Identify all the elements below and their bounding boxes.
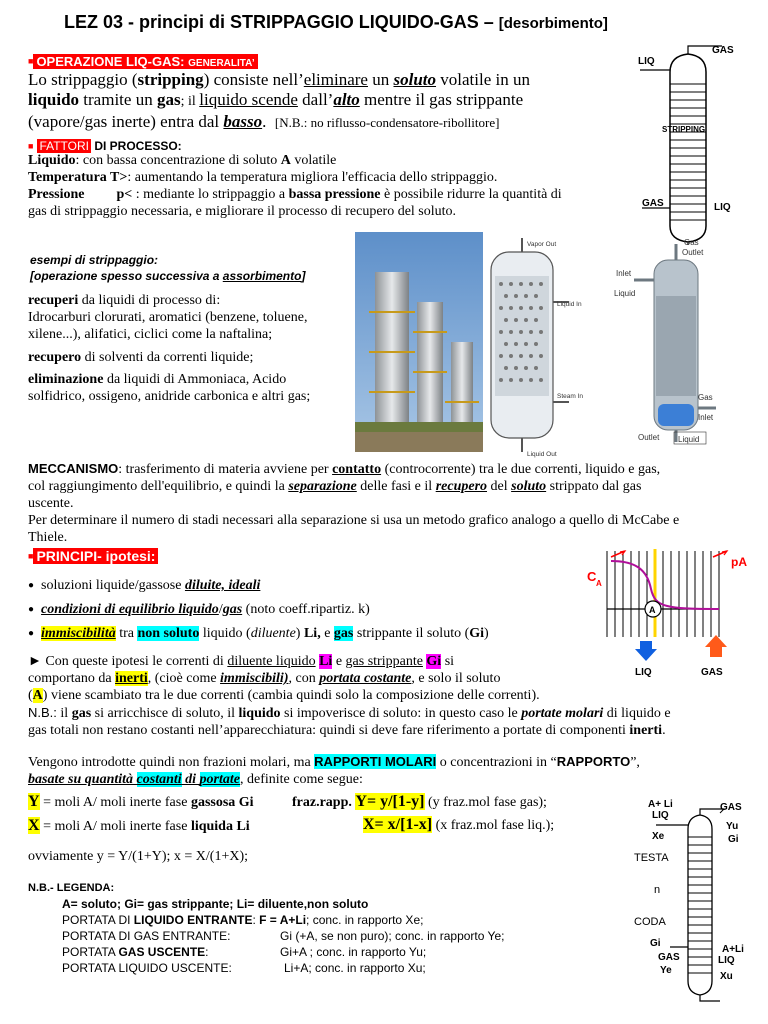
fig4-a-label: A <box>649 605 656 615</box>
fig5-yu: Yu <box>726 821 739 832</box>
fig5-ali-bottom: A+Li <box>722 944 744 955</box>
fig3-liquid-out: Liquid <box>678 435 700 444</box>
rapporti-ovviamente: ovviamente y = Y/(1+Y); x = X/(1+X); <box>28 849 249 864</box>
fig3-outlet: Outlet <box>638 433 660 442</box>
fig3-gas-inlet: Gas <box>698 393 713 402</box>
esempi-section: esempi di strippaggio: [operazione spesso successiva a assorbimento] <box>30 252 350 284</box>
column-flows-diagram <box>620 795 765 1020</box>
fig4-liq-label: LIQ <box>635 667 652 678</box>
section-principi: ■ PRINCIPI- ipotesi: <box>28 548 158 566</box>
fig5-xe: Xe <box>652 831 665 842</box>
legenda: N.B.- LEGENDA: A= soluto; Gi= gas strippante; Li= diluente,non soluto PORTATA DI LIQUIDO ENTRANTE: F = A+Li; conc. in rapporto Xe; PORTATA DI GAS ENTRANTE: Gi (+A, se non puro); conc. in rapporto Ye; PORTATA GAS USCENTE: Gi+A ; conc. in rapporto Yu; PORTATA LIQUIDO USCENTE: Li+A; conc. in rapporto Xu; <box>28 882 505 975</box>
section-generalita: ■ OPERAZIONE LIQ-GAS: GENERALITA’ <box>28 53 258 71</box>
fig5-n: n <box>654 884 661 896</box>
page-title <box>64 12 608 33</box>
svg-text:Gi: Gi <box>728 834 739 845</box>
fattori-heading: ■ FATTORI DI PROCESSO: <box>28 139 182 153</box>
svg-text:Inlet: Inlet <box>698 413 714 422</box>
stripper-vessel-diagram <box>612 236 732 448</box>
fig4-ca-label: C <box>587 569 597 584</box>
svg-text:Gi: Gi <box>650 938 661 949</box>
fig5-ali-top: A+ Li <box>648 799 673 810</box>
svg-text:GAS: GAS <box>720 802 742 813</box>
fig3-liquid: Liquid <box>614 289 636 298</box>
fig5-coda: CODA <box>634 916 666 928</box>
stripper-plant-photo <box>355 232 483 452</box>
intro-paragraph: Lo strippaggio (stripping) consiste nell’eliminare un soluto volatile in un liquido tramite un gas; il liquido scende dall’alto mentre il gas strippante (vapore/gas inerte) entra dal basso. [N.B.: no riflusso-condensatore-ribollitore] <box>28 70 530 131</box>
meccanismo-paragraph: MECCANISMO: trasferimento di materia avviene per contatto (controcorrente) tra le due correnti, liquido e gas, col raggiungimento dell'equilibrio, e quindi la separazione delle fasi e il recupero del soluto strippato dal gas uscente. Per determinare il numero di stadi necessari alla separazione si usa un metodo grafico analogo a quello di McCabe e Thiele. <box>28 461 680 545</box>
fig4-pa-label: pA <box>731 555 747 569</box>
principi-paragraph: ► Con queste ipotesi le correnti di diluente liquido Li e gas strippante Gi si comportano da inerti, (cioè come immiscibili), con portata costante, e solo il soluto (A) viene scambiato tra le due correnti (cambia quindi solo la composizione delle correnti). <box>28 654 540 703</box>
fig2-steam-in: Steam In <box>557 393 584 400</box>
esempi-list: recuperi da liquidi di processo di: Idrocarburi clorurati, aromatici (benzene, toluene, xilene...), alifatici, ciclici come la naftalina; recupero di solventi da correnti liquide; eliminazione da liquidi di Ammoniaca, Acido solfidrico, ossigeno, anidride carbonica e altri gas; <box>28 293 311 404</box>
fig2-liquid-out: Liquid Out <box>527 451 557 458</box>
svg-text:GAS: GAS <box>658 952 680 963</box>
svg-text:LIQ: LIQ <box>652 810 669 821</box>
stripping-column-diagram <box>630 40 748 245</box>
fig5-ye: Ye <box>660 965 672 976</box>
packed-column-schematic <box>485 236 613 458</box>
svg-text:LIQ: LIQ <box>718 955 735 966</box>
concentration-profile-diagram <box>585 545 760 680</box>
title-sub: [desorbimento] <box>498 15 608 32</box>
esempi-heading: esempi di strippaggio: <box>30 253 159 267</box>
fig4-gas-label: GAS <box>701 667 723 678</box>
title-main: LEZ 03 - principi di STRIPPAGGIO LIQUIDO-GAS – <box>64 12 494 32</box>
rapporti-formulas: fraz.rapp. Y= y/[1-y] (y fraz.mol fase gas); X= x/[1-x] (x fraz.mol fase liq.); <box>292 793 555 833</box>
svg-text:A: A <box>596 579 602 588</box>
principi-nb: N.B.: il gas si arricchisce di soluto, il liquido si impoverisce di soluto: in questo caso le portate molari di liquido e gas totali non restano costanti nell’apparecchiatura: quindi si deve fare riferimento a portate di componenti inerti. <box>28 705 671 738</box>
fig5-testa: TESTA <box>634 852 669 864</box>
rapporti-paragraph: Vengono introdotte quindi non frazioni molari, ma RAPPORTI MOLARI o concentrazioni in “RAPPORTO”, basate su quantità costanti di portate, definite come segue: <box>28 754 640 787</box>
fig1-liq-in: LIQ <box>638 56 655 67</box>
fig5-xu: Xu <box>720 971 733 982</box>
principi-bullets: ● soluzioni liquide/gassose diluite, ideali ● condizioni di equilibrio liquido/gas (noto coeff.ripartiz. k) ● immiscibilità tra non soluto liquido (diluente) Li, e gas strippante il soluto (Gi) <box>28 578 489 641</box>
fattori-list: Liquido: con bassa concentrazione di soluto A volatile Temperatura T>: aumentando la temperatura migliora l'efficacia dello strippaggio. Pressione p< : mediante lo strippaggio a bassa pressione è possibile ridurre la quantità di gas di strippaggio necessaria, e migliorare il processo di recupero del soluto. <box>28 153 562 219</box>
fig3-gas-outlet: Gas <box>684 238 699 247</box>
fig1-label: STRIPPING <box>662 125 706 134</box>
fig2-vapor-out: Vapor Out <box>527 241 557 248</box>
rapporti-definitions: Y = moli A/ moli inerte fase gassosa Gi X = moli A/ moli inerte fase liquida Li <box>28 793 254 834</box>
fig1-gas-in: GAS <box>642 198 664 209</box>
fig1-gas-out: GAS <box>712 45 734 56</box>
svg-text:Outlet: Outlet <box>682 248 704 257</box>
bullet-square-icon: ■ <box>28 56 34 66</box>
fig3-inlet: Inlet <box>616 269 632 278</box>
fig2-liquid-in: Liquid In <box>557 301 582 308</box>
fig1-liq-out: LIQ <box>714 202 731 213</box>
